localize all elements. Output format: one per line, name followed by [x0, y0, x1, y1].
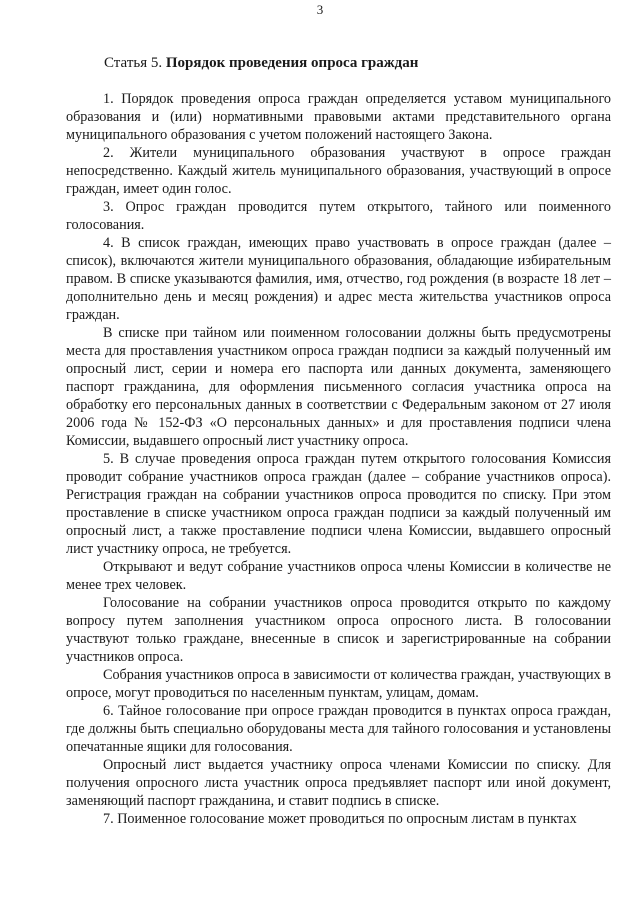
- article-number: Статья 5.: [104, 55, 163, 71]
- paragraph: 7. Поименное голосование может проводиться по опросным листам в пунктах: [103, 811, 577, 827]
- paragraph: Голосование на собрании участников опроса проводится открыто по каждому вопросу путем заполнения участником опроса опросного листа. В голосовании участвуют только граждане, внесенные в список и зарегистрированные на собрании участников опроса.: [66, 595, 611, 665]
- paragraph: 1. Порядок проведения опроса граждан определяется уставом муниципального образования и (или) нормативными правовыми актами представительного органа муниципального образования с учетом положений настоящего Закона.: [66, 91, 611, 143]
- paragraph: 5. В случае проведения опроса граждан путем открытого голосования Комиссия проводит собрание участников опроса граждан (далее – собрание участников опроса). Регистрация граждан на собрании участников опроса проводится по списку. При этом проставление в списке участником опроса граждан подписи за каждый полученный им опросный лист, а также проставление подписи члена Комиссии, выдавшего опросный лист участнику опроса, не требуется.: [66, 451, 611, 557]
- document-body: [66, 90, 611, 828]
- paragraph: Опросный лист выдается участнику опроса членами Комиссии по списку. Для получения опросного листа участник опроса предъявляет паспорт или иной документ, заменяющий паспорт гражданина, и ставит подпись в списке.: [66, 757, 611, 809]
- page-number: 3: [316, 2, 324, 17]
- paragraph: 6. Тайное голосование при опросе граждан проводится в пунктах опроса граждан, где должны быть специально оборудованы места для тайного голосования и установлены опечатанные ящики для голосования.: [66, 703, 611, 755]
- paragraph: 3. Опрос граждан проводится путем открытого, тайного или поименного голосования.: [66, 199, 611, 233]
- article-title: Порядок проведения опроса граждан: [165, 55, 419, 71]
- paragraph: 4. В список граждан, имеющих право участвовать в опросе граждан (далее – список), включаются жители муниципального образования, обладающие избирательным правом. В списке указываются фамилия, имя, отчество, год рождения (в возрасте 18 лет – дополнительно день и месяц рождения) и адрес места жительства участников опроса граждан.: [66, 235, 611, 323]
- paragraph: В списке при тайном или поименном голосовании должны быть предусмотрены места для проставления участником опроса граждан подписи за каждый полученный им опросный лист, серии и номера его паспорта или данных документа, заменяющего паспорт гражданина, для оформления письменного согласия участника опроса на обработку его персональных данных в соответствии с Федеральным законом от 27 июля 2006 года № 152-ФЗ «О персональных данных» и для проставления подписи члена Комиссии, выдавшего опросный лист участнику опроса.: [66, 325, 611, 449]
- paragraph: 2. Жители муниципального образования участвуют в опросе граждан непосредственно. Каждый житель муниципального образования, участвующий в опросе граждан, имеет один голос.: [66, 145, 611, 197]
- paragraph: Открывают и ведут собрание участников опроса члены Комиссии в количестве не менее трех человек.: [66, 559, 611, 593]
- article-heading: [104, 54, 418, 72]
- paragraph: Собрания участников опроса в зависимости от количества граждан, участвующих в опросе, могут проводиться по населенным пунктам, улицам, домам.: [66, 667, 611, 701]
